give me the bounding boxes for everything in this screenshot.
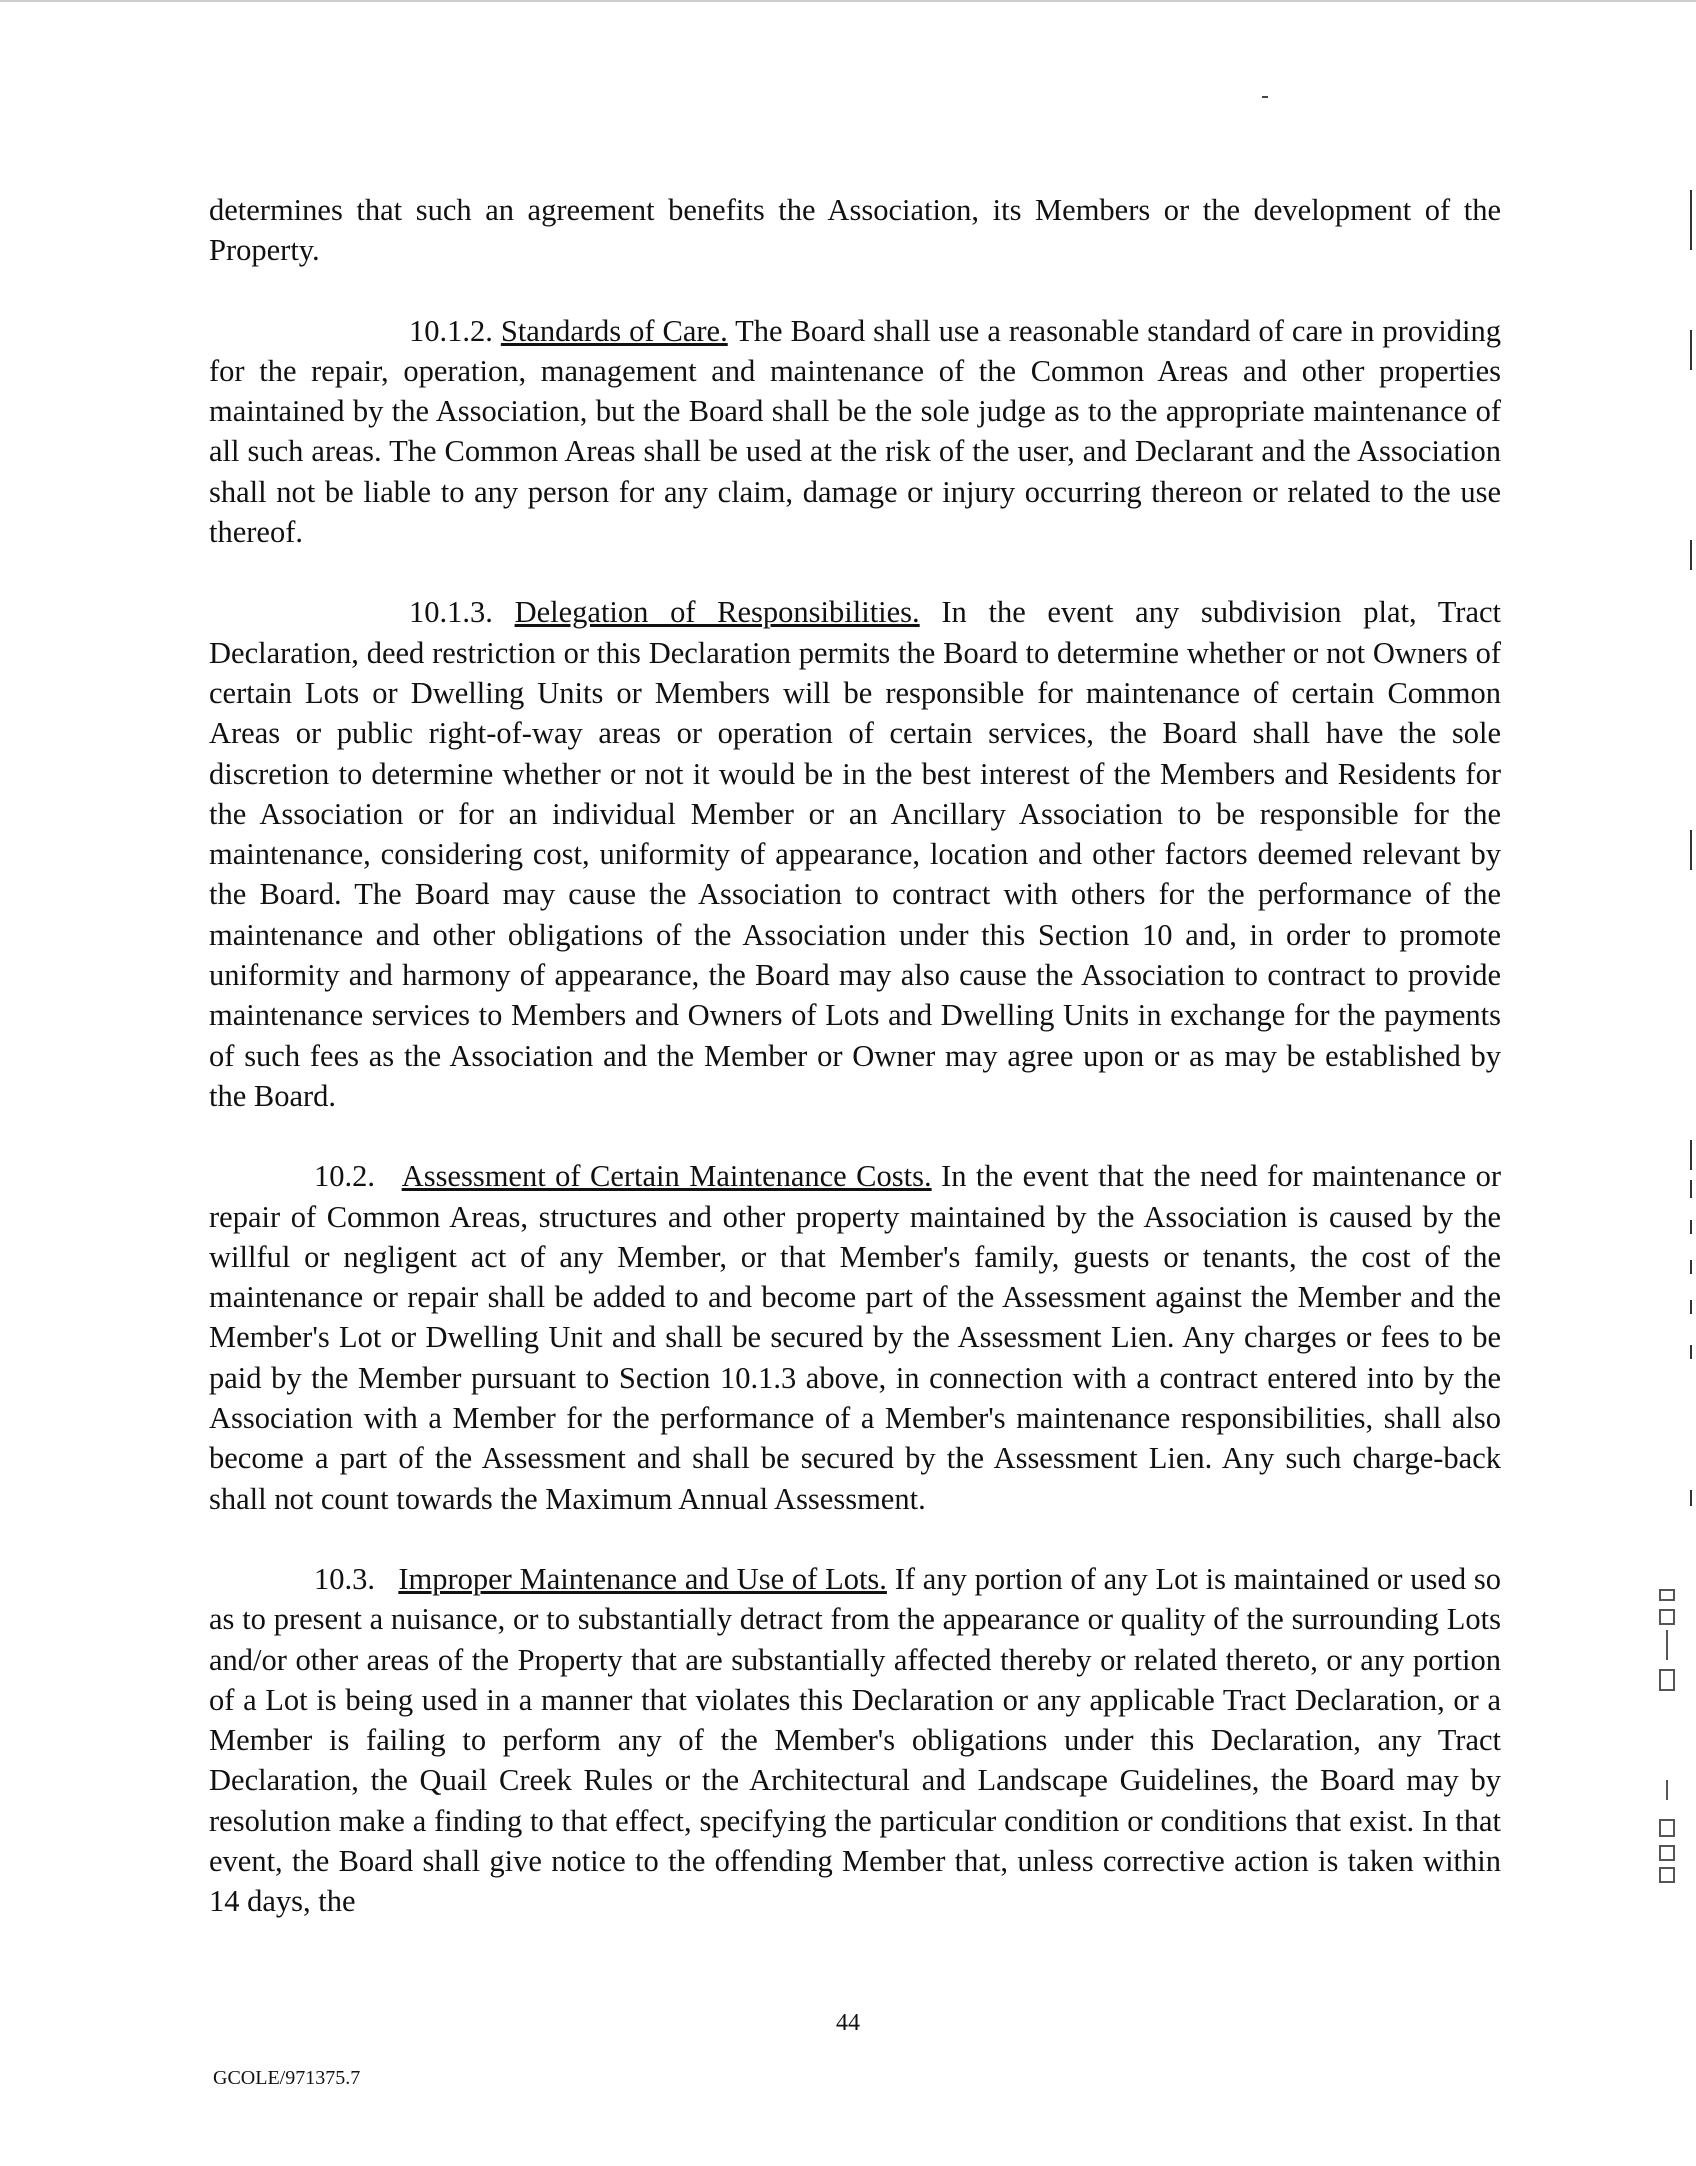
page-top-edge xyxy=(0,0,1696,2)
section-heading: Delegation of Responsibilities. xyxy=(514,595,920,630)
paragraph-10-1-2 xyxy=(209,311,1501,553)
paragraph-text: In the event any subdivision plat, Tract Declaration, deed restriction or this Declaration permits the Board to determine whether or not Owners of certain Lots or Dwelling Units or Members will be responsible for maintenance of certain Common Areas or public right-of-way areas or operation of certain services, the Board shall have the sole discretion to determine whether or not it would be in the best interest of the Members and Residents for the Association or for an individual Member or an Ancillary Association to be responsible for the maintenance, considering cost, uniformity of appearance, location and other factors deemed relevant by the Board. The Board may cause the Association to contract with others for the performance of the maintenance and other obligations of the Association under this Section 10 and, in order to promote uniformity and harmony of appearance, the Board may also cause the Association to contract to provide maintenance services to Members and Owners of Lots and Dwelling Units in exchange for the payments of such fees as the Association and the Member or Owner may agree upon or as may be established by the Board. xyxy=(209,595,1502,1113)
scan-edge-line xyxy=(1690,1260,1692,1274)
paragraph-text: If any portion of any Lot is maintained or used so as to present a nuisance, or to substantially detract from the appearance or quality of the surrounding Lots and/or other areas of the Property that are substantially affected thereby or related thereto, or any portion of a Lot is being used in a manner that violates this Declaration or any applicable Tract Declaration, or a Member is failing to perform any of the Member's obligations under this Declaration, any Tract Declaration, the Quail Creek Rules or the Architectural and Landscape Guidelines, the Board may by resolution make a finding to that effect, specifying the particular condition or conditions that exist. In that event, the Board shall give notice to the offending Member that, unless corrective action is taken within 14 days, the xyxy=(209,1561,1501,1919)
section-number: 10.3. xyxy=(314,1561,375,1596)
paragraph-continuation xyxy=(209,190,1501,271)
paragraph-10-3 xyxy=(209,1559,1501,1922)
section-number: 10.1.2. xyxy=(409,313,493,348)
scan-edge-line xyxy=(1690,1345,1692,1359)
document-body xyxy=(209,190,1501,1922)
paragraph-text: In the event that the need for maintenance or repair of Common Areas, structures and other property maintained by the Association is caused by the willful or negligent act of any Member, or that Member's family, guests or tenants, the cost of the maintenance or repair shall be added to and become part of the Assessment against the Member and the Member's Lot or Dwelling Unit and shall be secured by the Assessment Lien. Any charges or fees to be paid by the Member pursuant to Section 10.1.3 above, in connection with a contract entered into by the Association with a Member for the performance of a Member's maintenance responsibilities, shall also become a part of the Assessment and shall be secured by the Assessment Lien. Any such charge-back shall not count towards the Maximum Annual Assessment. xyxy=(209,1159,1502,1516)
scan-edge-line xyxy=(1690,540,1692,570)
scan-edge-line xyxy=(1690,830,1692,870)
paragraph-10-1-3 xyxy=(209,592,1501,1116)
scan-edge-line xyxy=(1690,1490,1692,1506)
page-number: 44 xyxy=(836,2010,860,2036)
scan-edge-line xyxy=(1690,1180,1692,1198)
scan-edge-line xyxy=(1690,1220,1692,1234)
section-heading: Improper Maintenance and Use of Lots. xyxy=(398,1561,887,1596)
section-number: 10.2. xyxy=(314,1159,375,1194)
scan-speck xyxy=(1262,96,1268,98)
scan-edge-line xyxy=(1690,1300,1692,1314)
recording-stamp-mark xyxy=(1652,1580,1682,1890)
paragraph-text: The Board shall use a reasonable standard of care in providing for the repair, operation, management and maintenance of the Common Areas and other properties maintained by the Association, but the Board shall be the sole judge as to the appropriate maintenance of all such areas. The Common Areas shall be used at the risk of the user, and Declarant and the Association shall not be liable to any person for any claim, damage or injury occurring thereon or related to the use thereof. xyxy=(209,313,1501,550)
section-heading: Standards of Care. xyxy=(500,313,728,348)
section-number: 10.1.3. xyxy=(409,595,493,630)
scan-edge-line xyxy=(1690,190,1692,250)
scan-edge-line xyxy=(1690,330,1692,370)
document-id: GCOLE/971375.7 xyxy=(213,2067,361,2089)
scan-edge-line xyxy=(1690,1140,1692,1170)
section-heading: Assessment of Certain Maintenance Costs. xyxy=(401,1159,932,1194)
paragraph-10-2 xyxy=(209,1156,1501,1519)
paragraph-text: determines that such an agreement benefits the Association, its Members or the development of the Property. xyxy=(209,193,1501,268)
